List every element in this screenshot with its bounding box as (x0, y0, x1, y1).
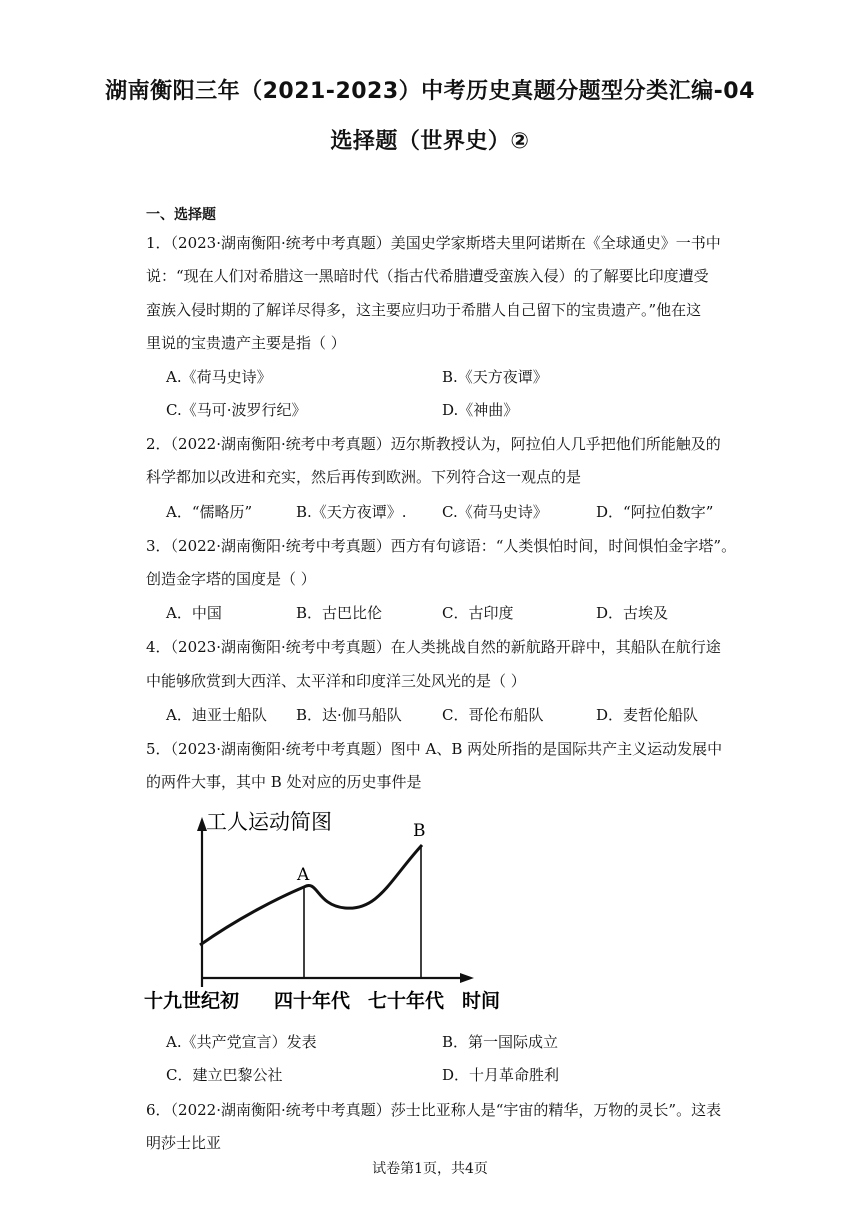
q1-line-4: 里说的宝贵遗产主要是指（ ） (146, 334, 346, 352)
x-label-start: 十九世纪初 (144, 990, 240, 1012)
x-label-seventies: 七十年代 (368, 990, 445, 1012)
movement-curve (200, 845, 422, 945)
q4-option-b: B．达·伽马船队 (296, 706, 402, 724)
q6-line-1: 6．（2022·湖南衡阳·统考中考真题）莎士比亚称人是“宇宙的精华，万物的灵长”。这表 (146, 1101, 722, 1119)
q1-line-1: 1．（2023·湖南衡阳·统考中考真题）美国史学家斯塔夫里阿诺斯在《全球通史》一书中 (146, 234, 721, 252)
q5-option-a: A.《共产党宣言）发表 (166, 1033, 317, 1051)
doc-title-line1: 湖南衡阳三年（2021-2023）中考历史真题分题型分类汇编-04 (105, 79, 755, 104)
q1-line-3: 蛮族入侵时期的了解详尽得多，这主要应归功于希腊人自己留下的宝贵遗产。”他在这 (146, 301, 702, 319)
figure-title: 工人运动简图 (206, 810, 332, 834)
x-label-forties: 四十年代 (274, 990, 351, 1012)
q1-option-b: B.《天方夜谭》 (442, 368, 548, 386)
q4-option-a: A．迪亚士船队 (166, 706, 267, 724)
q5-line-2: 的两件大事，其中 B 处对应的历史事件是 (146, 773, 422, 791)
q2-option-d: D．“阿拉伯数字” (596, 503, 714, 521)
q4-option-c: C．哥伦布船队 (442, 706, 544, 724)
q5-line-1: 5．（2023·湖南衡阳·统考中考真题）图中 A、B 两处所指的是国际共产主义运动发展中 (146, 740, 723, 758)
q2-option-c: C.《荷马史诗》 (442, 503, 548, 521)
q4-option-d: D．麦哲伦船队 (596, 706, 699, 724)
q3-option-a: A．中国 (166, 604, 222, 622)
q6-line-2: 明莎士比亚 (146, 1134, 222, 1152)
q4-line-1: 4．（2023·湖南衡阳·统考中考真题）在人类挑战自然的新航路开辟中，其船队在航行途 (146, 638, 721, 656)
q2-option-a: A．“儒略历” (166, 503, 253, 521)
q3-line-1: 3．（2022·湖南衡阳·统考中考真题）西方有句谚语：“人类惧怕时间，时间惧怕金字塔”。 (146, 537, 737, 555)
q2-line-1: 2．（2022·湖南衡阳·统考中考真题）迈尔斯教授认为，阿拉伯人几乎把他们所能触及的 (146, 435, 721, 453)
q1-option-a: A.《荷马史诗》 (166, 368, 272, 386)
q3-line-2: 创造金字塔的国度是（ ） (146, 570, 316, 588)
page-footer: 试卷第1页，共4页 (372, 1161, 488, 1177)
point-label-b: B (413, 821, 426, 841)
x-label-time: 时间 (462, 990, 501, 1012)
q5-option-c: C．建立巴黎公社 (166, 1066, 283, 1084)
q1-option-c: C.《马可·波罗行纪》 (166, 401, 307, 419)
q3-option-b: B．古巴比伦 (296, 604, 383, 622)
q4-line-2: 中能够欣赏到大西洋、太平洋和印度洋三处风光的是（ ） (146, 672, 526, 690)
x-axis-arrow (460, 973, 474, 983)
q5-option-d: D．十月革命胜利 (442, 1066, 560, 1084)
q1-option-d: D.《神曲》 (442, 401, 519, 419)
q2-line-2: 科学都加以改进和充实，然后再传到欧洲。下列符合这一观点的是 (146, 468, 582, 486)
q2-option-b: B.《天方夜谭》. (296, 503, 407, 521)
q5-option-b: B．第一国际成立 (442, 1033, 559, 1051)
section-heading: 一、选择题 (146, 207, 216, 223)
q1-line-2: 说：“现在人们对希腊这一黑暗时代（指古代希腊遭受蛮族入侵）的了解要比印度遭受 (146, 267, 709, 285)
doc-title-line2: 选择题（世界史）② (330, 129, 530, 154)
q3-option-d: D．古埃及 (596, 604, 669, 622)
q3-option-c: C．古印度 (442, 604, 514, 622)
point-label-a: A (297, 865, 310, 885)
q5-figure (140, 805, 540, 1015)
